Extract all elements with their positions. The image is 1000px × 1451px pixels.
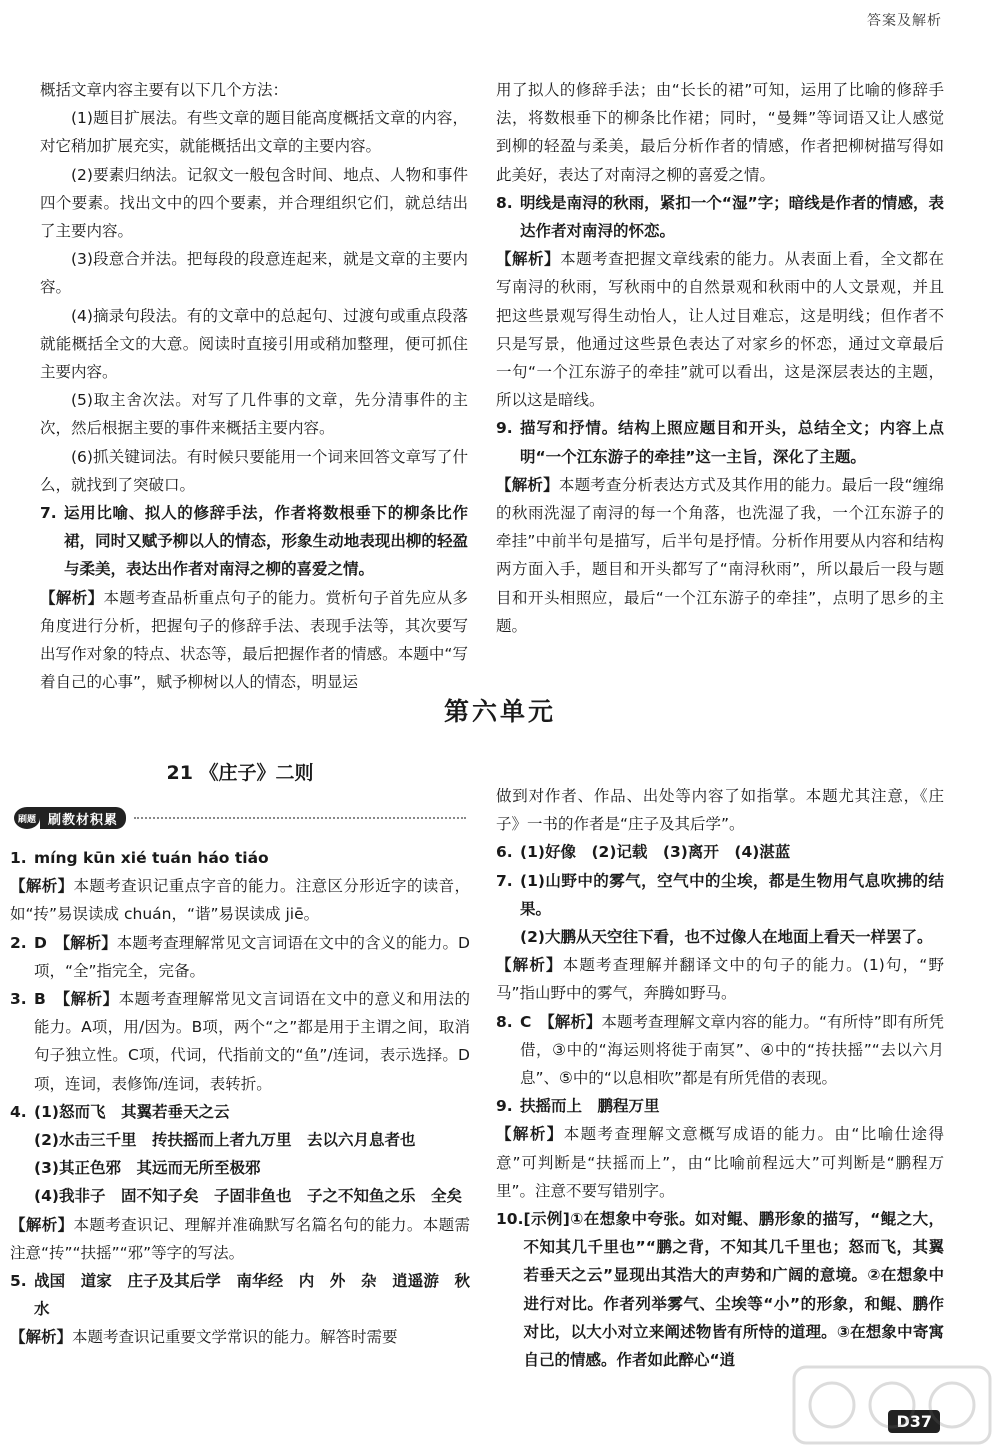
sub-answer <box>496 923 944 951</box>
answer-text: míng kūn xié tuán háo tiáo <box>34 849 269 867</box>
top-left-column <box>40 76 468 696</box>
analysis-text: 本题考查理解并翻译文中的句子的能力。(1)句，“野马”指山野中的雾气，奔腾如野马。 <box>496 956 944 1003</box>
sub-answer <box>10 1182 470 1210</box>
question-number-spacer <box>10 1154 34 1182</box>
answer-text: 运用比喻、拟人的修辞手法，作者将数根垂下的柳条比作裙，同时又赋予柳以人的情态，形象生动地表现出柳的轻盈与柔美，表达出作者对南浔之柳的喜爱之情。 <box>64 504 468 579</box>
question-number-spacer <box>10 1126 34 1154</box>
question-number: 8. <box>496 1012 513 1031</box>
question <box>10 1267 470 1323</box>
answer-with-analysis <box>520 1008 944 1093</box>
answer-with-analysis <box>34 929 470 985</box>
analysis-label: 【解析】 <box>496 250 561 269</box>
answer-text: 描写和抒情。结构上照应题目和开头，总结全文；内容上点明“一个江东游子的牵挂”这一主旨，深化了主题。 <box>520 419 944 466</box>
question-number: 2. <box>10 933 27 952</box>
answer-choice: D <box>34 933 47 952</box>
answer-text: (1)山野中的雾气，空气中的尘埃，都是生物用气息吹拂的结果。 <box>520 871 944 918</box>
method-paragraph: (3)段意合并法。把每段的段意连起来，就是文章的主要内容。 <box>40 250 468 297</box>
question <box>10 1098 470 1126</box>
analysis-label: 【解析】 <box>10 877 74 896</box>
answer-choice: B <box>34 990 46 1009</box>
watermark-logo <box>792 1365 992 1445</box>
answer-choice: C <box>520 1012 532 1031</box>
question-number: 4. <box>10 1102 27 1121</box>
section-divider <box>134 817 466 819</box>
answer-text: 扶摇而上 鹏程万里 <box>520 1097 660 1116</box>
analysis-text: 本题考查把握文章线索的能力。从表面上看，全文都在写南浔的秋雨，写秋雨中的自然景观和秋雨中的人文景观，并且把这些景观写得生动怡人，让人过目难忘，这是明线；但作者不只是写景，他通过这些景色表达了对家乡的怀恋，通过文章最后一句“一个江东游子的牵挂”就可以看出，这是深层表达的主题，所以这是暗线。 <box>496 250 944 410</box>
section-bar <box>14 806 466 830</box>
analysis-label: 【解析】 <box>40 588 104 607</box>
bottom-right-column <box>496 782 944 1374</box>
question <box>496 1205 944 1374</box>
bottom-left-column <box>10 844 470 1352</box>
sub-answer-text: (2)大鹏从天空往下看，也不过像人在地面上看天一样罢了。 <box>520 928 933 947</box>
sub-answer-text: (4)我非子 固不知子矣 子固非鱼也 子之不知鱼之乐 全矣 <box>34 1187 462 1206</box>
sub-answer-text: (3)其正色邪 其远而无所至极邪 <box>34 1159 261 1178</box>
question-number: 3. <box>10 990 27 1009</box>
question-number: 7. <box>496 871 513 890</box>
question <box>496 414 944 470</box>
analysis-label: 【解析】 <box>546 1012 602 1031</box>
paragraph: 概括文章内容主要有以下几个方法： <box>40 81 289 99</box>
analysis <box>496 951 944 1007</box>
analysis-text: 本题考查识记、理解并准确默写名篇名句的能力。本题需注意“抟”“扶摇”“邪”等字的写法。 <box>10 1215 470 1262</box>
question-number: 10. <box>496 1210 524 1229</box>
sub-answer <box>10 1126 470 1154</box>
question <box>496 189 944 245</box>
question <box>10 844 470 872</box>
page-number: D37 <box>888 1410 940 1433</box>
analysis <box>10 872 470 928</box>
sub-answer-text: (2)水击三千里 抟扶摇而上者九万里 去以六月息者也 <box>34 1131 416 1150</box>
analysis-label: 【解析】 <box>496 956 563 975</box>
analysis <box>10 1211 470 1267</box>
method-paragraph: (1)题目扩展法。有些文章的题目能高度概括文章的内容，对它稍加扩展充实，就能概括出文章的主要内容。 <box>40 109 468 156</box>
question <box>10 929 470 985</box>
answer-text: [示例]①在想象中夸张。如对鲲、鹏形象的描写，“鲲之大，不知其几千里也”“鹏之背，不知其几千里也；怒而飞，其翼若垂天之云”显现出其浩大的声势和广阔的意境。②在想象中进行对比。作者列举雾气、尘埃等“小”的形象，和鲲、鹏作对比，以大小对立来阐述物皆有所恃的道理。③在想象中寄寓自己的情感。作者如此醉心“逍 <box>523 1210 944 1370</box>
question <box>10 985 470 1098</box>
analysis-text: 本题考查识记重要文学常识的能力。解答时需要 <box>72 1328 398 1347</box>
analysis-text: 本题考查品析重点句子的能力。赏析句子首先应从多角度进行分析，把握句子的修辞手法、表现手法等，其次要写出写作对象的特点、状态等，最后把握作者的情感。本题中“写着自己的心事”，赋予柳树以人的情态，明显运 <box>40 588 468 692</box>
analysis <box>40 584 468 697</box>
question-number: 8. <box>496 193 513 212</box>
sub-answer <box>10 1154 470 1182</box>
paragraph: 用了拟人的修辞手法；由“长长的裙”可知，运用了比喻的修辞手法，将数根垂下的柳条比作裙；同时，“曼舞”等词语又让人感觉到柳的轻盈与柔美，最后分析作者的情感，作者把柳树描写得如此美好，表达了对南浔之柳的喜爱之情。 <box>496 81 944 184</box>
question-number: 5. <box>10 1272 27 1291</box>
analysis <box>496 1120 944 1205</box>
question-number: 6. <box>496 843 513 862</box>
lesson-title: 21 《庄子》二则 <box>166 762 314 784</box>
analysis-text: 本题考查理解文意概写成语的能力。由“比喻仕途得意”可判断是“扶摇而上”，由“比喻前程远大”可判断是“鹏程万里”。注意不要写错别字。 <box>496 1125 944 1200</box>
answer-text: 战国 道家 庄子及其后学 南华经 内 外 杂 逍遥游 秋水 <box>34 1272 470 1319</box>
method-paragraph: (6)抓关键词法。有时候只要能用一个词来回答文章写了什么，就找到了突破口。 <box>40 447 468 494</box>
section-label: 刷教材积累 <box>40 807 126 829</box>
top-right-column <box>496 76 944 640</box>
question <box>496 1008 944 1093</box>
method-paragraph: (5)取主舍次法。对写了几件事的文章，先分清事件的主次，然后根据主要的事件来概括主要内容。 <box>40 391 468 438</box>
question-number: 1. <box>10 849 27 867</box>
page-header: 答案及解析 <box>867 13 942 29</box>
analysis <box>496 245 944 414</box>
question-number-spacer <box>10 1182 34 1210</box>
method-paragraph: (4)摘录句段法。有的文章中的总起句、过渡句或重点段落就能概括全文的大意。阅读时直接引用或稍加整理，便可抓住主要内容。 <box>40 306 468 382</box>
question-number: 9. <box>496 1097 513 1116</box>
answer-text: 明线是南浔的秋雨，紧扣一个“湿”字；暗线是作者的情感，表达作者对南浔的怀恋。 <box>520 193 944 241</box>
question-number: 9. <box>496 419 513 438</box>
analysis <box>10 1323 470 1351</box>
answer-text: (1)怒而飞 其翼若垂天之云 <box>34 1102 230 1121</box>
unit-title: 第六单元 <box>443 697 556 726</box>
method-paragraph: (2)要素归纳法。记叙文一般包含时间、地点、人物和事件四个要素。找出文中的四个要素，并合理组织它们，就总结出了主要内容。 <box>40 165 468 241</box>
analysis-label: 【解析】 <box>10 1328 73 1347</box>
answer-text: (1)好像 (2)记载 (3)离开 (4)湛蓝 <box>520 843 791 862</box>
question <box>496 1092 944 1120</box>
question-number: 7. <box>40 504 57 523</box>
question <box>496 867 944 923</box>
question-number-spacer <box>496 923 520 951</box>
paragraph: 做到对作者、作品、出处等内容了如指掌。本题尤其注意，《庄子》一书的作者是“庄子及其后学”。 <box>496 787 944 834</box>
analysis-label: 【解析】 <box>10 1215 74 1234</box>
question <box>496 838 944 866</box>
analysis-text: 本题考查理解文章内容的能力。“有所恃”即有所凭借，③中的“海运则将徙于南冥”、④中的“抟扶摇”“去以六月息”、⑤中的“以息相吹”都是有所凭借的表现。 <box>520 1012 944 1088</box>
analysis-label: 【解析】 <box>496 475 559 494</box>
analysis-label: 【解析】 <box>496 1125 564 1144</box>
analysis-label: 【解析】 <box>62 933 117 952</box>
answer-with-analysis <box>34 985 470 1098</box>
analysis-text: 本题考查理解常见文言词语在文中的意义和用法的能力。A项，用/因为。B项，两个“之”都是用于主谓之间，取消句子独立性。C项，代词，代指前文的“鱼”/连词，表示选择。D项，连词，表修饰/连词，表转折。 <box>34 990 470 1093</box>
analysis <box>496 471 944 640</box>
analysis-text: 本题考查理解常见文言词语在文中的含义的能力。D项，“全”指完全，完备。 <box>34 933 470 980</box>
analysis-text: 本题考查分析表达方式及其作用的能力。最后一段“缠绵的秋雨洗湿了南浔的每一个角落，也洗湿了我，一个江东游子的牵挂”中前半句是描写，后半句是抒情。分析作用要从内容和结构两方面入手，题目和开头都写了“南浔秋雨”，所以最后一段与题目和开头相照应，最后“一个江东游子的牵挂”，点明了思乡的主题。 <box>496 475 944 635</box>
analysis-label: 【解析】 <box>62 990 119 1009</box>
question <box>40 499 468 584</box>
brush-icon: 刷题 <box>14 807 40 829</box>
analysis-text: 本题考查识记重点字音的能力。注意区分形近字的读音，如“抟”易误读成 chuán，“谐”易误读成 jiē。 <box>10 877 470 924</box>
